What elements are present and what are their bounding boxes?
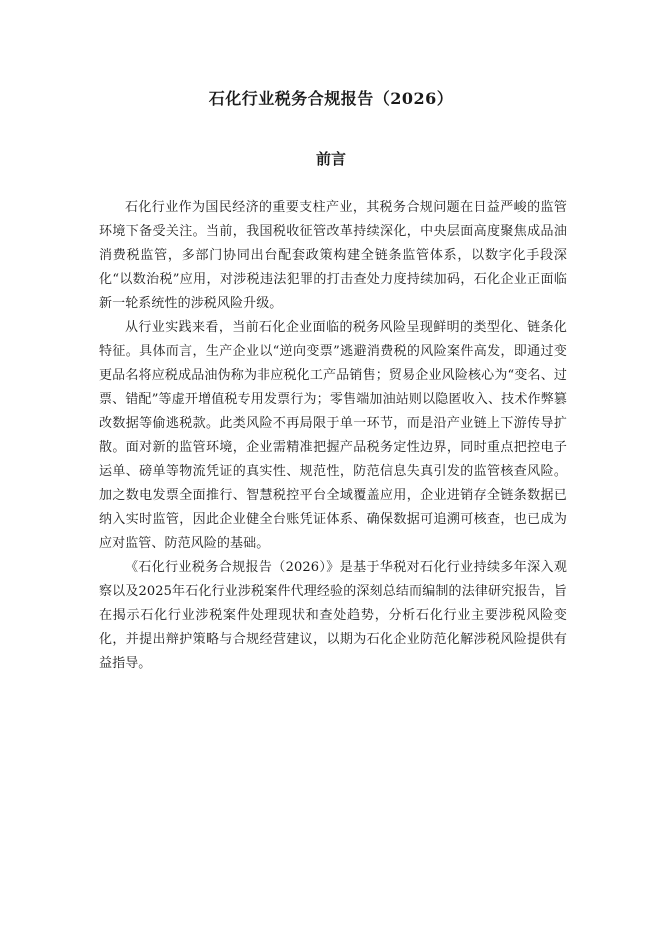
- paragraph: 从行业实践来看，当前石化企业面临的税务风险呈现鲜明的类型化、链条化特征。具体而言，生产企业以“逆向变票”逃避消费税的风险案件高发，即通过变更品名将应税成品油伪称为非应税化工产品销售；贸易企业风险核心为“变名、过票、错配”等虚开增值税专用发票行为；零售端加油站则以隐匿收入、技术作弊篡改数据等偷逃税款。此类风险不再局限于单一环节，而是沿产业链上下游传导扩散。面对新的监管环境，企业需精准把握产品税务定性边界，同时重点把控电子运单、磅单等物流凭证的真实性、规范性，防范信息失真引发的监管核查风险。加之数电发票全面推行、智慧税控平台全域覆盖应用，企业进销存全链条数据已纳入实时监管，因此企业健全台账凭证体系、确保数据可追溯可核查，也已成为应对监管、防范风险的基础。: [99, 320, 567, 551]
- paragraph: 石化行业作为国民经济的重要支柱产业，其税务合规问题在日益严峻的监管环境下备受关注。当前，我国税收征管改革持续深化，中央层面高度聚焦成品油消费税监管，多部门协同出台配套政策构建全链条监管体系，以数字化手段深化“以数治税”应用，对涉税违法犯罪的打击查处力度持续加码，石化企业正面临新一轮系统性的涉税风险升级。: [99, 200, 567, 311]
- paragraph: 《石化行业税务合规报告（2026）》是基于华税对石化行业持续多年深入观察以及2025年石化行业涉税案件代理经验的深刻总结而编制的法律研究报告，旨在揭示石化行业涉税案件处理现状和查处趋势，分析石化行业主要涉税风险变化，并提出辩护策略与合规经营建议，以期为石化企业防范化解涉税风险提供有益指导。: [99, 560, 567, 671]
- preface-body: [99, 196, 567, 676]
- section-heading-preface: 前言: [315, 150, 346, 168]
- document-title: 石化行业税务合规报告（2026）: [208, 89, 454, 108]
